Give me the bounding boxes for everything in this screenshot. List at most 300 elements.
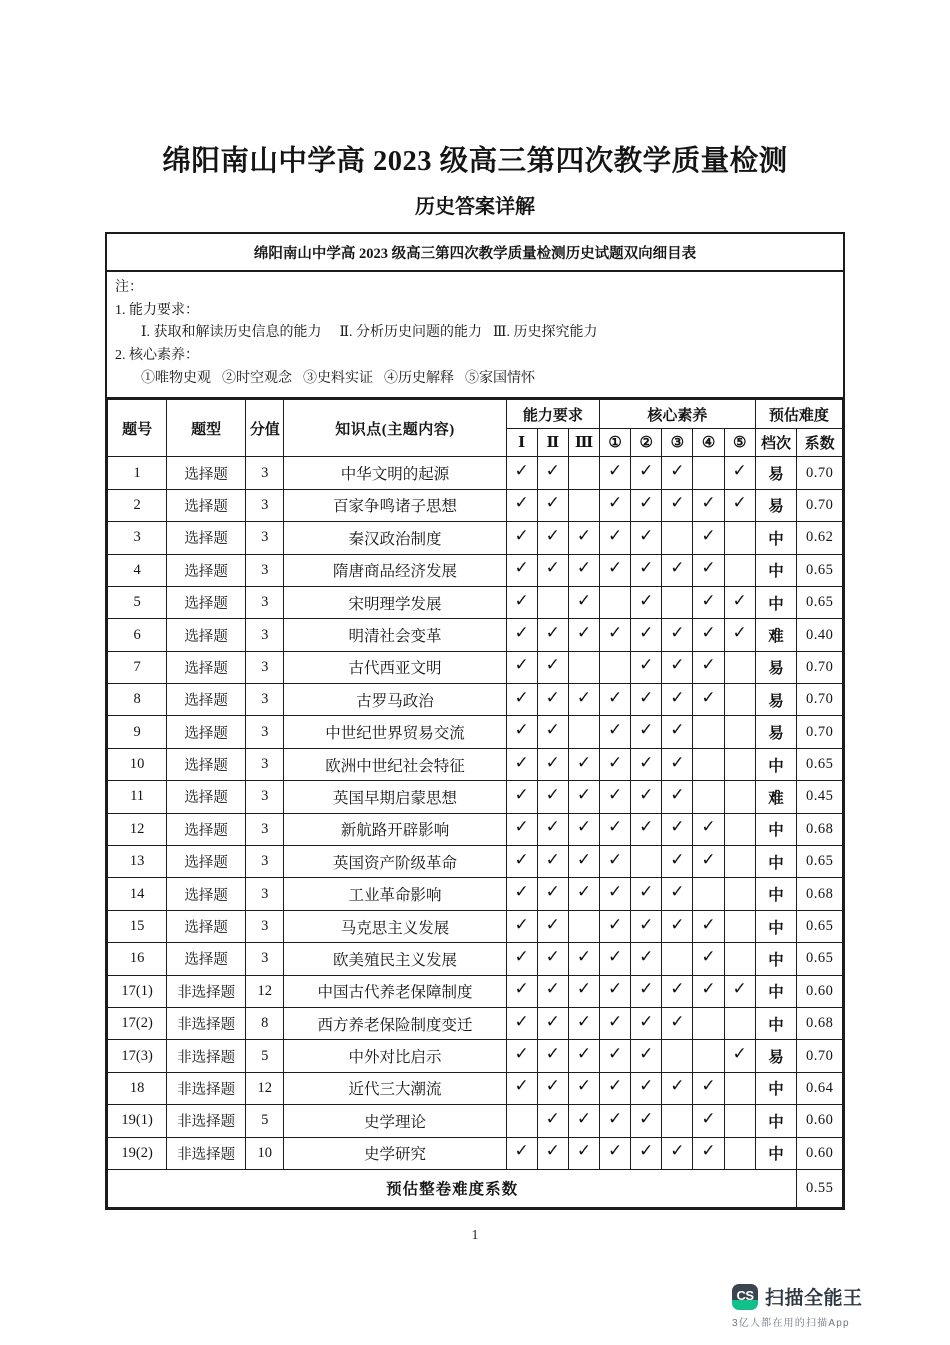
literacy-cell-4	[693, 910, 724, 942]
table-row	[108, 943, 843, 975]
check-icon: ✓	[701, 946, 716, 967]
row-coefficient: 0.70	[797, 651, 843, 683]
check-icon: ✓	[545, 784, 560, 805]
literacy-cell-5	[724, 1137, 755, 1169]
row-score: 3	[246, 943, 284, 975]
check-icon: ✓	[514, 720, 529, 741]
capability-cell-2	[537, 619, 568, 651]
row-coefficient: 0.65	[797, 846, 843, 878]
capability-cell-2	[537, 910, 568, 942]
row-level: 中	[755, 813, 797, 845]
check-icon: ✓	[701, 1076, 716, 1097]
row-knowledge: 古罗马政治	[284, 684, 506, 716]
literacy-cell-1	[600, 846, 631, 878]
literacy-cell-2	[631, 781, 662, 813]
capability-cell-2	[537, 975, 568, 1007]
row-score: 5	[246, 1040, 284, 1072]
row-coefficient: 0.60	[797, 1105, 843, 1137]
capability-cell-1	[506, 748, 537, 780]
page-title: 绵阳南山中学高 2023 级高三第四次教学质量检测	[162, 146, 788, 177]
row-number: 8	[108, 684, 167, 716]
row-level: 中	[755, 975, 797, 1007]
table-header-row-groups	[108, 400, 843, 429]
capability-cell-1	[506, 1072, 537, 1104]
summary-value: 0.55	[797, 1169, 843, 1207]
literacy-cell-5	[724, 910, 755, 942]
row-level: 易	[755, 716, 797, 748]
literacy-cell-1	[600, 813, 631, 845]
literacy-cell-5	[724, 586, 755, 618]
literacy-cell-4	[693, 1072, 724, 1104]
header-score: 分值	[246, 400, 284, 457]
literacy-cell-4	[693, 846, 724, 878]
check-icon: ✓	[545, 655, 560, 676]
capability-cell-3	[568, 716, 599, 748]
literacy-cell-2	[631, 1105, 662, 1137]
check-icon: ✓	[576, 882, 592, 903]
check-icon: ✓	[576, 1076, 592, 1097]
row-number: 13	[108, 846, 167, 878]
check-icon: ✓	[670, 752, 685, 773]
literacy-4: ④历史解释	[384, 370, 454, 386]
row-knowledge: 中世纪世界贸易交流	[284, 716, 506, 748]
row-coefficient: 0.68	[797, 813, 843, 845]
row-level: 中	[755, 586, 797, 618]
literacy-cell-3	[662, 878, 693, 910]
row-coefficient: 0.64	[797, 1072, 843, 1104]
literacy-cell-3	[662, 457, 693, 489]
row-level: 中	[755, 1137, 797, 1169]
literacy-cell-4	[693, 813, 724, 845]
row-type: 非选择题	[167, 975, 246, 1007]
row-score: 5	[246, 1105, 284, 1137]
notes-block	[107, 272, 843, 399]
capability-cell-1	[506, 975, 537, 1007]
row-type: 选择题	[167, 813, 246, 845]
row-number: 17(3)	[108, 1040, 167, 1072]
literacy-cell-4	[693, 522, 724, 554]
check-icon: ✓	[545, 946, 560, 967]
literacy-cell-1	[600, 1137, 631, 1169]
check-icon: ✓	[607, 525, 623, 546]
row-score: 3	[246, 878, 284, 910]
literacy-cell-1	[600, 586, 631, 618]
header-capability-3: Ⅲ	[568, 429, 599, 457]
capability-cell-3	[568, 781, 599, 813]
row-type: 选择题	[167, 878, 246, 910]
literacy-cell-1	[600, 781, 631, 813]
table-row	[108, 716, 843, 748]
specification-table-frame	[105, 232, 845, 1210]
literacy-cell-3	[662, 651, 693, 683]
row-score: 10	[246, 1137, 284, 1169]
literacy-cell-4	[693, 748, 724, 780]
header-capability-2: Ⅱ	[537, 429, 568, 457]
check-icon: ✓	[576, 525, 592, 546]
row-number: 9	[108, 716, 167, 748]
row-type: 选择题	[167, 489, 246, 521]
capability-cell-1	[506, 1137, 537, 1169]
table-row	[108, 1105, 843, 1137]
literacy-cell-3	[662, 586, 693, 618]
row-level: 易	[755, 489, 797, 521]
row-coefficient: 0.65	[797, 586, 843, 618]
row-type: 选择题	[167, 943, 246, 975]
check-icon: ✓	[607, 817, 623, 838]
capability-cell-1	[506, 651, 537, 683]
capability-cell-2	[537, 781, 568, 813]
table-row	[108, 586, 843, 618]
page-subtitle: 历史答案详解	[415, 196, 535, 218]
literacy-cell-1	[600, 748, 631, 780]
check-icon: ✓	[639, 946, 654, 967]
literacy-cell-4	[693, 457, 724, 489]
row-score: 3	[246, 522, 284, 554]
row-type: 非选择题	[167, 1008, 246, 1040]
check-icon: ✓	[514, 558, 529, 579]
row-score: 3	[246, 781, 284, 813]
row-number: 10	[108, 748, 167, 780]
row-coefficient: 0.65	[797, 910, 843, 942]
check-icon: ✓	[607, 849, 623, 870]
row-knowledge: 新航路开辟影响	[284, 813, 506, 845]
specification-table	[107, 399, 843, 1208]
literacy-cell-4	[693, 489, 724, 521]
literacy-cell-4	[693, 975, 724, 1007]
check-icon: ✓	[670, 623, 685, 643]
row-coefficient: 0.68	[797, 1008, 843, 1040]
literacy-cell-2	[631, 684, 662, 716]
check-icon: ✓	[576, 687, 592, 708]
row-coefficient: 0.62	[797, 522, 843, 554]
check-icon: ✓	[607, 720, 623, 741]
watermark-tagline: 3亿人都在用的扫描App	[732, 1318, 850, 1329]
capability-cell-2	[537, 1040, 568, 1072]
table-row	[108, 457, 843, 489]
capability-cell-3	[568, 943, 599, 975]
capability-cell-2	[537, 586, 568, 618]
capability-cell-1	[506, 586, 537, 618]
row-level: 难	[755, 781, 797, 813]
check-icon: ✓	[701, 817, 716, 838]
literacy-cell-3	[662, 489, 693, 521]
literacy-cell-4	[693, 878, 724, 910]
check-icon: ✓	[514, 1011, 529, 1032]
check-icon: ✓	[732, 979, 747, 1000]
check-icon: ✓	[607, 1044, 623, 1065]
check-icon: ✓	[670, 882, 685, 903]
row-number: 19(2)	[108, 1137, 167, 1169]
literacy-cell-3	[662, 1137, 693, 1169]
check-icon: ✓	[732, 493, 747, 514]
capability-cell-3	[568, 457, 599, 489]
literacy-cell-3	[662, 781, 693, 813]
literacy-cell-1	[600, 457, 631, 489]
capability-3: Ⅲ. 历史探究能力	[493, 325, 598, 341]
check-icon: ✓	[639, 752, 654, 773]
header-coefficient: 系数	[797, 429, 843, 457]
literacy-cell-4	[693, 1105, 724, 1137]
check-icon: ✓	[732, 590, 747, 611]
literacy-cell-5	[724, 684, 755, 716]
table-foot	[108, 1169, 843, 1207]
literacy-cell-2	[631, 1137, 662, 1169]
capability-1: Ⅰ. 获取和解读历史信息的能力	[141, 325, 322, 341]
row-coefficient: 0.68	[797, 878, 843, 910]
table-row	[108, 554, 843, 586]
row-level: 易	[755, 457, 797, 489]
notes-capability-heading: 1. 能力要求：	[115, 302, 199, 318]
literacy-cell-1	[600, 522, 631, 554]
check-icon: ✓	[639, 493, 654, 514]
row-knowledge: 宋明理学发展	[284, 586, 506, 618]
row-number: 17(1)	[108, 975, 167, 1007]
literacy-cell-5	[724, 457, 755, 489]
table-row	[108, 522, 843, 554]
capability-cell-3	[568, 684, 599, 716]
row-coefficient: 0.65	[797, 748, 843, 780]
capability-cell-3	[568, 586, 599, 618]
check-icon: ✓	[607, 558, 623, 579]
literacy-cell-5	[724, 619, 755, 651]
check-icon: ✓	[639, 525, 654, 546]
literacy-cell-3	[662, 1008, 693, 1040]
row-number: 5	[108, 586, 167, 618]
literacy-cell-4	[693, 554, 724, 586]
row-score: 3	[246, 716, 284, 748]
row-score: 3	[246, 846, 284, 878]
check-icon: ✓	[514, 784, 529, 805]
row-score: 8	[246, 1008, 284, 1040]
capability-cell-3	[568, 554, 599, 586]
table-row	[108, 1008, 843, 1040]
check-icon: ✓	[639, 1141, 654, 1162]
literacy-cell-5	[724, 748, 755, 780]
check-icon: ✓	[670, 817, 685, 838]
capability-cell-3	[568, 619, 599, 651]
table-title: 绵阳南山中学高 2023 级高三第四次教学质量检测历史试题双向细目表	[107, 234, 843, 272]
check-icon: ✓	[545, 525, 560, 546]
capability-cell-2	[537, 1137, 568, 1169]
row-score: 3	[246, 748, 284, 780]
literacy-cell-2	[631, 975, 662, 1007]
literacy-cell-2	[631, 943, 662, 975]
row-type: 选择题	[167, 846, 246, 878]
check-icon: ✓	[701, 914, 716, 935]
check-icon: ✓	[670, 849, 685, 870]
check-icon: ✓	[514, 461, 529, 482]
literacy-cell-5	[724, 522, 755, 554]
capability-cell-2	[537, 1008, 568, 1040]
literacy-cell-4	[693, 651, 724, 683]
literacy-cell-4	[693, 1040, 724, 1072]
notes-literacy-heading: 2. 核心素养：	[115, 348, 199, 364]
check-icon: ✓	[670, 979, 685, 1000]
check-icon: ✓	[670, 784, 685, 805]
summary-row	[108, 1169, 843, 1207]
header-type: 题型	[167, 400, 246, 457]
literacy-cell-1	[600, 1040, 631, 1072]
row-score: 3	[246, 813, 284, 845]
check-icon: ✓	[639, 623, 654, 643]
row-number: 7	[108, 651, 167, 683]
literacy-cell-5	[724, 651, 755, 683]
literacy-cell-5	[724, 975, 755, 1007]
capability-cell-1	[506, 716, 537, 748]
check-icon: ✓	[701, 493, 716, 514]
check-icon: ✓	[514, 687, 529, 708]
capability-cell-1	[506, 1040, 537, 1072]
row-score: 3	[246, 910, 284, 942]
capability-cell-1	[506, 781, 537, 813]
table-row	[108, 619, 843, 651]
check-icon: ✓	[701, 525, 716, 546]
row-knowledge: 英国资产阶级革命	[284, 846, 506, 878]
check-icon: ✓	[701, 1141, 716, 1162]
literacy-cell-1	[600, 975, 631, 1007]
check-icon: ✓	[639, 590, 654, 611]
capability-2: Ⅱ. 分析历史问题的能力	[339, 325, 483, 341]
row-knowledge: 西方养老保险制度变迁	[284, 1008, 506, 1040]
literacy-cell-3	[662, 716, 693, 748]
check-icon: ✓	[514, 817, 529, 838]
check-icon: ✓	[576, 623, 592, 643]
table-row	[108, 878, 843, 910]
check-icon: ✓	[607, 687, 623, 708]
check-icon: ✓	[701, 1108, 716, 1129]
check-icon: ✓	[545, 558, 560, 579]
row-number: 17(2)	[108, 1008, 167, 1040]
capability-cell-3	[568, 651, 599, 683]
check-icon: ✓	[545, 493, 560, 514]
literacy-cell-1	[600, 1072, 631, 1104]
check-icon: ✓	[576, 979, 592, 1000]
check-icon: ✓	[639, 687, 654, 708]
capability-cell-1	[506, 554, 537, 586]
check-icon: ✓	[607, 493, 623, 514]
check-icon: ✓	[670, 493, 685, 514]
literacy-cell-5	[724, 813, 755, 845]
table-row	[108, 651, 843, 683]
check-icon: ✓	[576, 1044, 592, 1065]
row-level: 中	[755, 522, 797, 554]
check-icon: ✓	[514, 1076, 529, 1097]
check-icon: ✓	[701, 979, 716, 1000]
row-knowledge: 百家争鸣诸子思想	[284, 489, 506, 521]
check-icon: ✓	[639, 655, 654, 676]
row-type: 选择题	[167, 716, 246, 748]
check-icon: ✓	[639, 979, 654, 1000]
check-icon: ✓	[514, 590, 529, 611]
watermark-app-name: 扫描全能王	[765, 1288, 863, 1309]
check-icon: ✓	[607, 1076, 623, 1097]
table-row	[108, 684, 843, 716]
row-type: 非选择题	[167, 1072, 246, 1104]
row-knowledge: 隋唐商品经济发展	[284, 554, 506, 586]
check-icon: ✓	[545, 817, 560, 838]
row-knowledge: 古代西亚文明	[284, 651, 506, 683]
table-head	[108, 400, 843, 457]
table-body	[108, 457, 843, 1170]
row-knowledge: 明清社会变革	[284, 619, 506, 651]
check-icon: ✓	[639, 1076, 654, 1097]
row-type: 选择题	[167, 910, 246, 942]
literacy-cell-3	[662, 813, 693, 845]
literacy-cell-3	[662, 619, 693, 651]
capability-cell-2	[537, 554, 568, 586]
capability-cell-1	[506, 910, 537, 942]
row-coefficient: 0.45	[797, 781, 843, 813]
row-score: 3	[246, 684, 284, 716]
row-level: 易	[755, 684, 797, 716]
check-icon: ✓	[670, 914, 685, 935]
check-icon: ✓	[545, 1044, 560, 1065]
check-icon: ✓	[576, 849, 592, 870]
check-icon: ✓	[607, 1108, 623, 1129]
capability-cell-1	[506, 619, 537, 651]
check-icon: ✓	[514, 525, 529, 546]
literacy-cell-4	[693, 716, 724, 748]
literacy-cell-3	[662, 943, 693, 975]
check-icon: ✓	[639, 882, 654, 903]
literacy-cell-1	[600, 554, 631, 586]
row-coefficient: 0.70	[797, 716, 843, 748]
capability-cell-2	[537, 943, 568, 975]
check-icon: ✓	[545, 882, 560, 903]
row-coefficient: 0.70	[797, 457, 843, 489]
row-score: 12	[246, 975, 284, 1007]
literacy-cell-3	[662, 910, 693, 942]
capability-cell-1	[506, 813, 537, 845]
capability-cell-2	[537, 651, 568, 683]
row-knowledge: 中国古代养老保障制度	[284, 975, 506, 1007]
check-icon: ✓	[670, 687, 685, 708]
capability-cell-2	[537, 489, 568, 521]
capability-cell-1	[506, 1008, 537, 1040]
notes-heading: 注：	[115, 280, 143, 295]
literacy-cell-2	[631, 813, 662, 845]
capability-cell-3	[568, 1137, 599, 1169]
row-number: 18	[108, 1072, 167, 1104]
header-capability-group: 能力要求	[506, 400, 599, 429]
check-icon: ✓	[670, 1141, 685, 1162]
check-icon: ✓	[639, 784, 654, 805]
capability-cell-1	[506, 457, 537, 489]
row-type: 非选择题	[167, 1105, 246, 1137]
check-icon: ✓	[545, 914, 560, 935]
capability-cell-1	[506, 684, 537, 716]
check-icon: ✓	[545, 849, 560, 870]
row-coefficient: 0.65	[797, 554, 843, 586]
check-icon: ✓	[639, 461, 654, 482]
capability-cell-1	[506, 1105, 537, 1137]
row-number: 15	[108, 910, 167, 942]
check-icon: ✓	[545, 720, 560, 741]
row-score: 3	[246, 651, 284, 683]
table-row	[108, 975, 843, 1007]
check-icon: ✓	[732, 1044, 747, 1065]
header-difficulty-group: 预估难度	[755, 400, 842, 429]
check-icon: ✓	[639, 817, 654, 838]
camscanner-watermark	[732, 1283, 932, 1329]
literacy-cell-5	[724, 554, 755, 586]
capability-cell-2	[537, 813, 568, 845]
row-level: 中	[755, 1008, 797, 1040]
literacy-cell-2	[631, 489, 662, 521]
literacy-cell-2	[631, 878, 662, 910]
check-icon: ✓	[514, 752, 529, 773]
row-coefficient: 0.40	[797, 619, 843, 651]
